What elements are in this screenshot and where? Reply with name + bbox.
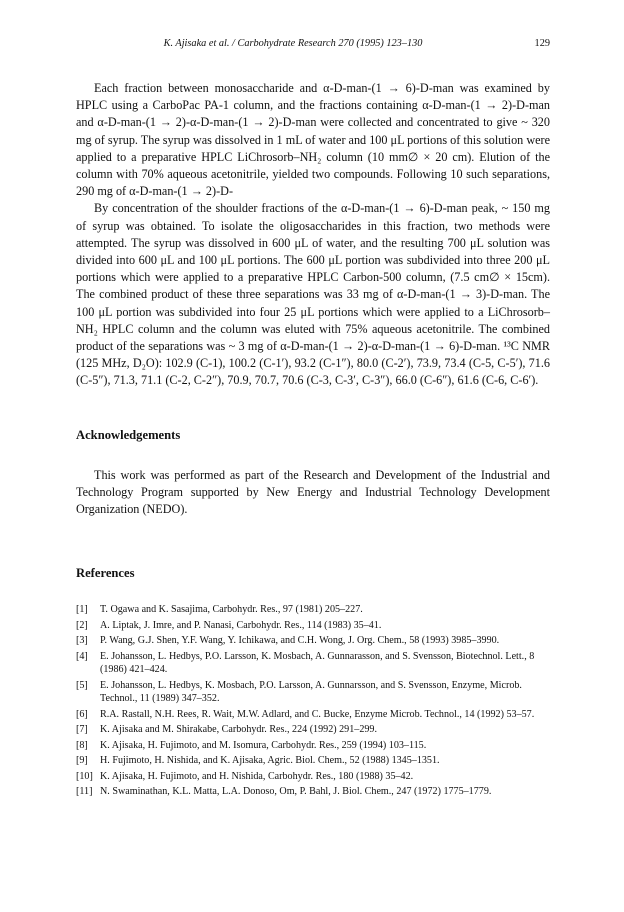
reference-item — [76, 650, 550, 677]
reference-text: E. Johansson, L. Hedbys, P.O. Larsson, K. Mosbach, A. Gunnarasson, and S. Svensson, Biotechnol. Lett., 8 (1986) 421–424. — [100, 650, 535, 676]
acknowledgements-text: This work was performed as part of the Research and Development of the Industrial and Technology Program supported by New Energy and Industrial Technology Development Organization (NEDO). — [76, 467, 550, 517]
reference-number: [1] — [76, 604, 88, 616]
reference-text: K. Ajisaka, H. Fujimoto, and M. Isomura, Carbohydr. Res., 259 (1994) 103–115. — [100, 739, 427, 751]
reference-number: [4] — [76, 650, 88, 662]
running-title: K. Ajisaka et al. / Carbohydrate Research 270 (1995) 123–130 — [163, 38, 423, 49]
reference-item — [76, 754, 550, 767]
reference-item — [76, 603, 550, 616]
reference-text: E. Johansson, L. Hedbys, K. Mosbach, P.O. Larsson, A. Gunnarsson, and S. Svensson, Enzyme, Microb. Technol., 11 (1989) 347–352. — [100, 679, 522, 705]
reference-number: [2] — [76, 619, 88, 631]
reference-item — [76, 723, 550, 736]
acknowledgements-heading: Acknowledgements — [76, 427, 181, 442]
reference-number: [8] — [76, 739, 88, 751]
reference-item — [76, 770, 550, 783]
reference-number: [3] — [76, 635, 88, 647]
page — [76, 38, 550, 801]
reference-item — [76, 708, 550, 721]
reference-text: A. Liptak, J. Imre, and P. Nanasi, Carbohydr. Res., 114 (1983) 35–41. — [100, 619, 382, 631]
page-number: 129 — [534, 38, 550, 49]
reference-list — [76, 603, 550, 798]
reference-text: N. Swaminathan, K.L. Matta, L.A. Donoso, Om, P. Bahl, J. Biol. Chem., 247 (1972) 1775–1779. — [100, 786, 492, 798]
running-header — [76, 38, 550, 54]
reference-text: K. Ajisaka and M. Shirakabe, Carbohydr. Res., 224 (1992) 291–299. — [100, 724, 377, 736]
reference-text: T. Ogawa and K. Sasajima, Carbohydr. Res., 97 (1981) 205–227. — [100, 604, 363, 616]
reference-text: R.A. Rastall, N.H. Rees, R. Wait, M.W. Adlard, and C. Bucke, Enzyme Microb. Technol., 14 (1992) 53–57. — [100, 708, 535, 720]
reference-item — [76, 785, 550, 798]
reference-number: [6] — [76, 708, 88, 720]
reference-number: [5] — [76, 679, 88, 691]
reference-item — [76, 634, 550, 647]
references-heading: References — [76, 566, 135, 581]
body-paragraph-2: By concentration of the shoulder fractions of the α-D-man-(1 → 6)-D-man peak, ~ 150 mg of syrup was obtained. To isolate the oligosaccharides in this fraction, two methods were attempted. The syrup was dissolved in 600 μL of water, and the resulting 700 μL solution was divided into 600 μL and 100 μL portions. The 600 μL portion was subdivided into three 200 μL portions which were applied to a preparative HPLC Carbon-500 column, (7.5 cm∅ × 15cm). The combined product of these three separations was 33 mg of α-D-man-(1 → 3)-D-man. The 100 μL portion was subdivided into four 25 μL portions which were applied to a LiChrosorb–NH₂ HPLC column and the column was eluted with 75% aqueous acetonitrile. The combined product of the separations was ~ 3 mg of α-D-man-(1 → 2)-α-D-man-(1 → 6)-D-man. ¹³C NMR (125 MHz, D₂O): 102.9 (C-1), 100.2 (C-1′), 93.2 (C-1″), 80.0 (C-2′), 73.9, 73.4 (C-5, C-5′), 71.6 (C-5″), 71.3, 71.1 (C-2, C-2″), 70.9, 70.7, 70.6 (C-3, C-3′, C-3″), 66.0 (C-6″), 61.6 (C-6, C-6′). — [76, 201, 550, 388]
reference-text: H. Fujimoto, H. Nishida, and K. Ajisaka, Agric. Biol. Chem., 52 (1988) 1345–1351. — [100, 755, 440, 767]
reference-number: [11] — [76, 786, 93, 798]
reference-item — [76, 679, 550, 706]
reference-number: [7] — [76, 724, 88, 736]
reference-text: K. Ajisaka, H. Fujimoto, and H. Nishida, Carbohydr. Res., 180 (1988) 35–42. — [100, 770, 414, 782]
reference-item — [76, 739, 550, 752]
reference-number: [9] — [76, 755, 88, 767]
reference-number: [10] — [76, 770, 93, 782]
reference-item — [76, 619, 550, 632]
body-paragraph-1: Each fraction between monosaccharide and α-D-man-(1 → 6)-D-man was examined by HPLC using a CarboPac PA-1 column, and the fractions containing α-D-man-(1 → 2)-D-man and α-D-man-(1 → 2)-α-D-man-(1 → 2)-D-man were collected and concentrated to give ~ 320 mg of syrup. The syrup was dissolved in 1 mL of water and 100 μL portions of this solution were applied to a preparative HPLC LiChrosorb–NH₂ column (10 mm∅ × 20 cm). Elution of the column with 70% aqueous acetonitrile, yielded two compounds. Following 10 such separations, 290 mg of α-D-man-(1 → 2)-D- — [76, 81, 550, 199]
reference-text: P. Wang, G.J. Shen, Y.F. Wang, Y. Ichikawa, and C.H. Wong, J. Org. Chem., 58 (1993) 3985–3990. — [100, 635, 500, 647]
